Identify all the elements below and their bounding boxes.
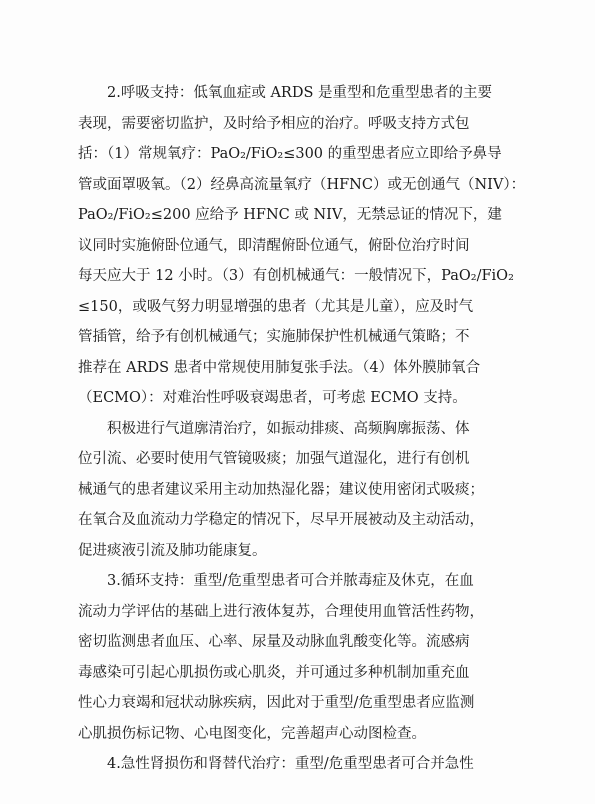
- text-line: 推荐在 ARDS 患者中常规使用肺复张手法。（4）体外膜肺氧合: [78, 359, 481, 376]
- text-line: 管或面罩吸氧。（2）经鼻高流量氧疗（HFNC）或无创通气（NIV）：: [78, 176, 526, 193]
- text-line: 议同时实施俯卧位通气，即清醒俯卧位通气，俯卧位治疗时间: [78, 237, 470, 254]
- text-line: 毒感染可引起心肌损伤或心肌炎，并可通过多种机制加重充血: [78, 664, 470, 681]
- text-line: 3.循环支持：重型/危重型患者可合并脓毒症及休克，在血: [107, 573, 474, 589]
- text-line: 在氧合及血流动力学稳定的情况下，尽早开展被动及主动活动，: [78, 512, 484, 528]
- text-line: 每天应大于 12 小时。（3）有创机械通气：一般情况下，PaO₂/FiO₂: [78, 268, 514, 284]
- text-line: 括：（1）常规氧疗：PaO₂/FiO₂≤300 的重型患者应立即给予鼻导: [78, 146, 502, 162]
- text-line: 表现，需要密切监护，及时给予相应的治疗。呼吸支持方式包: [78, 115, 470, 132]
- text-line: PaO₂/FiO₂≤200 应给予 HFNC 或 NIV，无禁忌证的情况下，建: [78, 207, 502, 223]
- text-line: 积极进行气道廓清治疗，如振动排痰、高频胸廓振荡、体: [107, 420, 470, 437]
- text-line: 械通气的患者建议采用主动加热湿化器；建议使用密闭式吸痰；: [78, 481, 484, 498]
- text-line: 4.急性肾损伤和肾替代治疗：重型/危重型患者可合并急性: [107, 756, 474, 772]
- paragraph-circulatory-support: [78, 566, 526, 749]
- text-line: 管插管，给予有创机械通气；实施肺保护性机械通气策略；不: [78, 329, 470, 345]
- text-line: 密切监测患者血压、心率、尿量及动脉血乳酸变化等。流感病: [78, 634, 470, 650]
- text-line: 2.呼吸支持：低氧血症或 ARDS 是重型和危重型患者的主要: [107, 85, 492, 101]
- text-line: 性心力衰竭和冠状动脉疾病，因此对于重型/危重型患者应监测: [78, 695, 475, 711]
- text-line: 位引流、必要时使用气管镜吸痰；加强气道湿化，进行有创机: [78, 451, 470, 467]
- text-line: 流动力学评估的基础上进行液体复苏，合理使用血管活性药物，: [78, 603, 484, 620]
- paragraph-acute-kidney-injury: [78, 749, 526, 780]
- text-line: 促进痰液引流及肺功能康复。: [78, 542, 267, 559]
- paragraph-airway-clearance: [78, 414, 526, 567]
- document-body: [78, 78, 526, 780]
- paragraph-respiratory-support: [78, 78, 526, 414]
- text-line: 心肌损伤标记物、心电图变化，完善超声心动图检查。: [78, 725, 426, 742]
- text-line: ≤150，或吸气努力明显增强的患者（尤其是儿童），应及时气: [78, 298, 474, 315]
- text-line: （ECMO）：对难治性呼吸衰竭患者，可考虑 ECMO 支持。: [78, 390, 467, 406]
